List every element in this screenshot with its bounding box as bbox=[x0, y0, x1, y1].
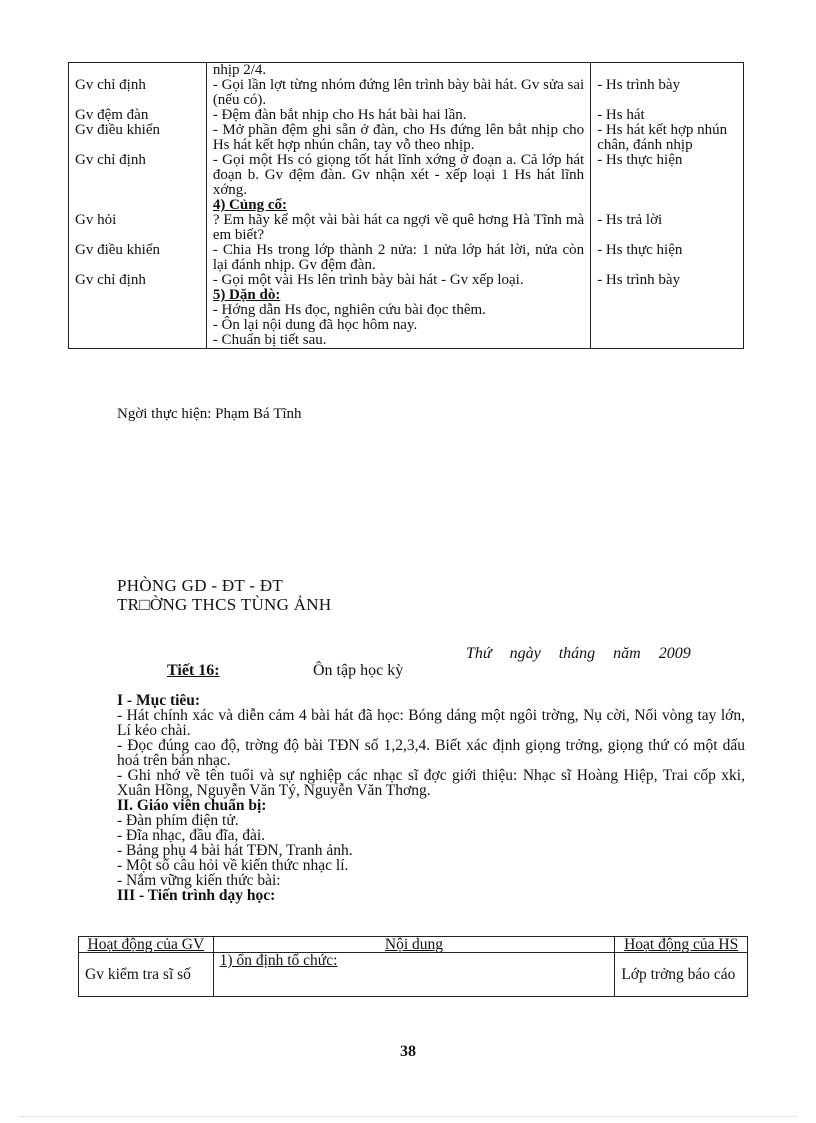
table-row bbox=[69, 123, 744, 153]
content-line: - Đệm đàn bắt nhịp cho Hs hát bài hai lần. bbox=[212, 107, 467, 123]
student-activity-cell: Lớp trởng báo cáo bbox=[615, 953, 748, 997]
header-content: Nội dung bbox=[213, 937, 615, 953]
objective-item: - Đọc đúng cao độ, trờng độ bài TĐN số 1,2,3,4. Biết xác định giọng trởng, giọng thứ có một dấu hoá trên bản nhạc. bbox=[117, 737, 745, 769]
content-cell bbox=[206, 108, 590, 123]
table-row bbox=[79, 953, 748, 997]
teacher-activity-cell: Gv đệm đàn bbox=[69, 108, 207, 123]
table-row bbox=[69, 108, 744, 123]
lesson-label: Tiết 16: bbox=[167, 662, 220, 679]
section-process-heading: III - Tiến trình dạy học: bbox=[117, 887, 276, 904]
content-line: - Chia Hs trong lớp thành 2 nửa: 1 nửa lớp hát lời, nửa còn lại đánh nhịp. Gv đệm đàn. bbox=[212, 242, 585, 273]
content-cell bbox=[206, 213, 590, 243]
preparation-item: - Đàn phím điện tử. bbox=[117, 812, 239, 829]
table-row bbox=[69, 198, 744, 213]
table-row bbox=[69, 63, 744, 109]
teacher-activity-cell bbox=[69, 288, 207, 349]
table-row bbox=[69, 153, 744, 198]
content-line: - Gọi một vài Hs lên trình bày bài hát - Gv xếp loại. bbox=[212, 272, 524, 288]
date-line: Thứ ngày tháng năm 2009 bbox=[466, 645, 691, 662]
content-line: 5) Dặn dò: bbox=[212, 287, 281, 303]
content-line: - Chuẩn bị tiết sau. bbox=[212, 332, 327, 348]
teacher-activity-cell: Gv điều khiển bbox=[69, 123, 207, 153]
department-name: PHÒNG GD - ĐT - ĐT bbox=[117, 576, 284, 595]
header-teacher-activity: Hoạt động của GV bbox=[79, 937, 214, 953]
content-cell bbox=[206, 63, 590, 109]
page-bottom-border bbox=[20, 1116, 796, 1117]
preparation-item: - Đĩa nhạc, đầu đĩa, đài. bbox=[117, 827, 266, 844]
content-cell: 1) ổn định tổ chức: bbox=[213, 953, 615, 997]
content-line: - Hớng dẫn Hs đọc, nghiên cứu bài đọc thêm. bbox=[212, 302, 486, 318]
objective-item: - Ghi nhớ về tên tuổi và sự nghiệp các nhạc sĩ đợc giới thiệu: Nhạc sĩ Hoàng Hiệp, Trai cốp xki, Xuân Hồng, Nguyễn Văn Tý, Nguyễn Văn Thơng. bbox=[117, 767, 745, 799]
table-row bbox=[69, 213, 744, 243]
activity-table-continued bbox=[68, 62, 744, 349]
table-row bbox=[69, 288, 744, 349]
section-objectives-heading: I - Mục tiêu: bbox=[117, 692, 201, 709]
teacher-activity-cell: Gv điều khiển bbox=[69, 243, 207, 273]
lesson-title: Ôn tập học kỳ bbox=[313, 662, 404, 679]
student-activity-cell: - Hs thực hiện bbox=[591, 243, 744, 273]
content-line: nhịp 2/4. bbox=[212, 62, 267, 78]
student-activity-cell: - Hs hát bbox=[591, 108, 744, 123]
content-cell bbox=[206, 243, 590, 273]
content-line: - Ôn lại nội dung đã học hôm nay. bbox=[212, 317, 418, 333]
teacher-activity-cell: Gv chỉ định bbox=[69, 153, 207, 198]
table-row bbox=[69, 273, 744, 288]
lesson-body bbox=[117, 693, 745, 903]
teacher-activity-cell: Gv chỉ định bbox=[69, 63, 207, 109]
content-cell bbox=[206, 123, 590, 153]
student-activity-cell: - Hs trả lời bbox=[591, 213, 744, 243]
school-name: TR□ỜNG THCS TÙNG ẢNH bbox=[117, 595, 332, 614]
student-activity-cell bbox=[591, 198, 744, 213]
signature-line: Ngời thực hiện: Phạm Bá Tĩnh bbox=[117, 406, 302, 422]
teacher-activity-cell bbox=[69, 198, 207, 213]
student-activity-cell: - Hs hát kết hợp nhún chân, đánh nhịp bbox=[591, 123, 744, 153]
header-student-activity: Hoạt động của HS bbox=[615, 937, 748, 953]
header-block bbox=[117, 576, 331, 614]
content-cell bbox=[206, 273, 590, 288]
process-table bbox=[78, 936, 748, 997]
table-header-row bbox=[79, 937, 748, 953]
content-cell bbox=[206, 288, 590, 349]
preparation-item: - Nắm vững kiến thức bài: bbox=[117, 872, 281, 889]
table-row bbox=[69, 243, 744, 273]
teacher-activity-cell: Gv chỉ định bbox=[69, 273, 207, 288]
student-activity-cell: - Hs trình bày bbox=[591, 273, 744, 288]
teacher-activity-cell: Gv hỏi bbox=[69, 213, 207, 243]
preparation-item: - Bảng phụ 4 bài hát TĐN, Tranh ảnh. bbox=[117, 842, 353, 859]
content-line: 4) Củng cố: bbox=[212, 197, 287, 213]
content-line: ? Em hãy kể một vài bài hát ca ngợi về quê hơng Hà Tĩnh mà em biết? bbox=[212, 212, 585, 243]
content-cell bbox=[206, 198, 590, 213]
student-activity-cell: - Hs thực hiện bbox=[591, 153, 744, 198]
objective-item: - Hát chính xác và diễn cảm 4 bài hát đã học: Bóng dáng một ngôi trờng, Nụ cời, Nối vòng tay lớn, Lí kéo chài. bbox=[117, 707, 745, 739]
teacher-activity-cell: Gv kiểm tra sĩ số bbox=[79, 953, 214, 997]
content-line: - Mở phần đệm ghi sẵn ở đàn, cho Hs đứng lên bắt nhịp cho Hs hát kết hợp nhún chân, tay vỗ theo nhịp. bbox=[212, 122, 585, 153]
student-activity-cell: - Hs trình bày bbox=[591, 63, 744, 109]
content-line: - Gọi một Hs có giọng tốt hát lĩnh xớng ở đoạn a. Cả lớp hát đoạn b. Gv đệm đàn. Gv nhận xét - xếp loại 1 Hs hát lĩnh xớng. bbox=[212, 152, 585, 198]
student-activity-cell bbox=[591, 288, 744, 349]
content-cell bbox=[206, 153, 590, 198]
content-line: - Gọi lần lợt từng nhóm đứng lên trình bày bài hát. Gv sửa sai (nếu có). bbox=[212, 77, 585, 108]
preparation-item: - Một số câu hỏi về kiến thức nhạc lí. bbox=[117, 857, 349, 874]
section-preparation-heading: II. Giáo viên chuẩn bị: bbox=[117, 797, 267, 814]
page-number: 38 bbox=[400, 1043, 416, 1060]
